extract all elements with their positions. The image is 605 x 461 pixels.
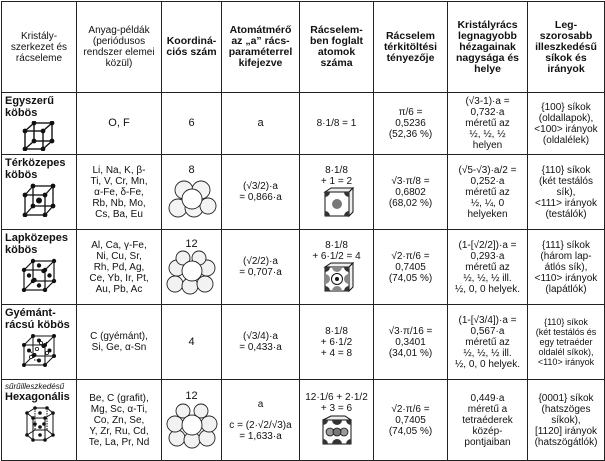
examples-cell: Al, Ca, γ-Fe, Ni, Cu, Sr, Rh, Pd, Ag, Ce, Yb, Ir, Pt, Au, Pb, Ac bbox=[77, 230, 162, 305]
structure-cell bbox=[2, 93, 77, 155]
voids-cell: (1-[√2/2])·a = 0,293·a méretű az ½, ½, ½ ill. ½, 0, 0 helyek. bbox=[448, 230, 528, 305]
fcc-lattice-icon bbox=[21, 258, 57, 292]
examples-cell: Be, C (grafit), Mg, Sc, α-Ti, Co, Zn, Se, Y, Zr, Ru, Cd, Te, La, Pr, Nd bbox=[77, 380, 162, 461]
examples-cell: C (gyémánt), Si, Ge, α-Sn bbox=[77, 305, 162, 380]
simple-cubic-lattice-icon bbox=[22, 121, 56, 151]
table-row bbox=[2, 305, 605, 380]
hcp-sphere-model-icon bbox=[165, 402, 219, 450]
header-packing: Rácselem térkitöltési tényezője bbox=[374, 2, 448, 93]
structure-name: köbös bbox=[5, 107, 38, 119]
diameter-cell: (√3/4)·a = 0,433·a bbox=[222, 305, 300, 380]
diameter-cell: a c = (2·√2/√3)a = 1,633·a bbox=[222, 380, 300, 461]
structure-name: Gyémánt- bbox=[5, 307, 56, 319]
fcc-sphere-model-icon bbox=[165, 250, 219, 296]
diamond-lattice-icon bbox=[21, 333, 57, 367]
planes-cell: {110} síkok (két testálós sík), <111> irányok (testálók) bbox=[528, 155, 605, 230]
bcc-lattice-icon bbox=[22, 183, 56, 217]
header-planes: Leg-szorosabb illeszkedésű síkok és irányok bbox=[528, 2, 605, 93]
table-row bbox=[2, 93, 605, 155]
structure-name: Egyszerű bbox=[5, 95, 54, 107]
voids-cell: (√3-1)·a = 0,732·a méretű az ½, ½, ½ helyen bbox=[448, 93, 528, 155]
voids-cell: (√5-√3)·a/2 = 0,252·a méretű az ½, ¼, 0 helyeken bbox=[448, 155, 528, 230]
hcp-unit-cell-icon bbox=[317, 414, 357, 448]
hcp-lattice-icon bbox=[22, 405, 56, 445]
packing-cell: √2·π/6 = 0,7405 (74,05 %) bbox=[374, 230, 448, 305]
header-voids: Kristályrács legnagyobb hézagainak nagysága és helye bbox=[448, 2, 528, 93]
structure-name: köbös bbox=[5, 244, 38, 256]
bcc-unit-cell-icon bbox=[320, 187, 354, 219]
structure-cell bbox=[2, 380, 77, 461]
table-row bbox=[2, 380, 605, 461]
coordination-cell: 12 bbox=[162, 230, 222, 305]
planes-cell: {0001} síkok (hatszöges síkok), [1120] irányok (hatszögátlók) bbox=[528, 380, 605, 461]
packing-cell: √2·π/6 = 0,7405 (74,05 %) bbox=[374, 380, 448, 461]
planes-cell: {111} síkok (három lap- átlós sík), <110> irányok (lapátlók) bbox=[528, 230, 605, 305]
table-row bbox=[2, 230, 605, 305]
crystal-structure-table bbox=[1, 1, 605, 461]
packing-cell: √3·π/8 = 0,6802 (68,02 %) bbox=[374, 155, 448, 230]
structure-name: rácsú köbös bbox=[5, 319, 70, 331]
structure-name: köbös bbox=[5, 169, 38, 181]
coordination-cell: 4 bbox=[162, 305, 222, 380]
packing-cell: √3·π/16 = 0,3401 (34,01 %) bbox=[374, 305, 448, 380]
bcc-sphere-model-icon bbox=[166, 176, 218, 220]
coordination-cell: 12 bbox=[162, 380, 222, 461]
header-row bbox=[2, 2, 605, 93]
fcc-unit-cell-icon bbox=[320, 262, 354, 294]
atoms-cell: 12·1/6 + 2·1/2 + 3 = 6 bbox=[300, 380, 374, 461]
examples-cell: Li, Na, K, β- Ti, V, Cr, Mn, α-Fe, δ-Fe, Rb, Nb, Mo, Cs, Ba, Eu bbox=[77, 155, 162, 230]
structure-prefix: sűrűilleszkedésű bbox=[5, 382, 65, 391]
atoms-cell: 8·1/8 + 6·1/2 + 4 = 8 bbox=[300, 305, 374, 380]
header-atoms: Rácselem-ben foglalt atomok száma bbox=[300, 2, 374, 93]
examples-cell: O, F bbox=[77, 93, 162, 155]
packing-cell: π/6 = 0,5236 (52,36 %) bbox=[374, 93, 448, 155]
diameter-cell: a bbox=[222, 93, 300, 155]
header-diameter: Atomátmérő az „a” rács-paraméterrel kifejezve bbox=[222, 2, 300, 93]
planes-cell: {110} síkok (két testálós és egy tetraéder oldalél síkok), <110> irányok bbox=[528, 305, 605, 380]
structure-name: Lapközepes bbox=[5, 232, 68, 244]
structure-cell bbox=[2, 155, 77, 230]
diameter-cell: (√2/2)·a = 0,707·a bbox=[222, 230, 300, 305]
header-examples: Anyag-példák (periódusos rendszer elemei közül) bbox=[77, 2, 162, 93]
structure-name: Térközepes bbox=[5, 157, 66, 169]
diameter-cell: (√3/2)·a = 0,866·a bbox=[222, 155, 300, 230]
atoms-cell: 8·1/8 + 1 = 2 bbox=[300, 155, 374, 230]
voids-cell: (1-[√3/4])·a = 0,567·a méretű az ½, ½, ½ ill. ½, 0, 0 helyek. bbox=[448, 305, 528, 380]
coordination-cell: 6 bbox=[162, 93, 222, 155]
table-row bbox=[2, 155, 605, 230]
structure-cell bbox=[2, 305, 77, 380]
coordination-cell: 8 bbox=[162, 155, 222, 230]
structure-name: Hexagonális bbox=[5, 391, 70, 403]
atoms-cell: 8·1/8 + 6·1/2 = 4 bbox=[300, 230, 374, 305]
voids-cell: 0,449·a méretű a tetraéderek közép- pontjaiban bbox=[448, 380, 528, 461]
planes-cell: {100} síkok (oldallapok), <100> irányok (oldalélek) bbox=[528, 93, 605, 155]
structure-cell bbox=[2, 230, 77, 305]
header-coordination: Koordiná-ciós szám bbox=[162, 2, 222, 93]
header-structure: Kristály-szerkezet és rácseleme bbox=[2, 2, 77, 93]
atoms-cell: 8·1/8 = 1 bbox=[300, 93, 374, 155]
